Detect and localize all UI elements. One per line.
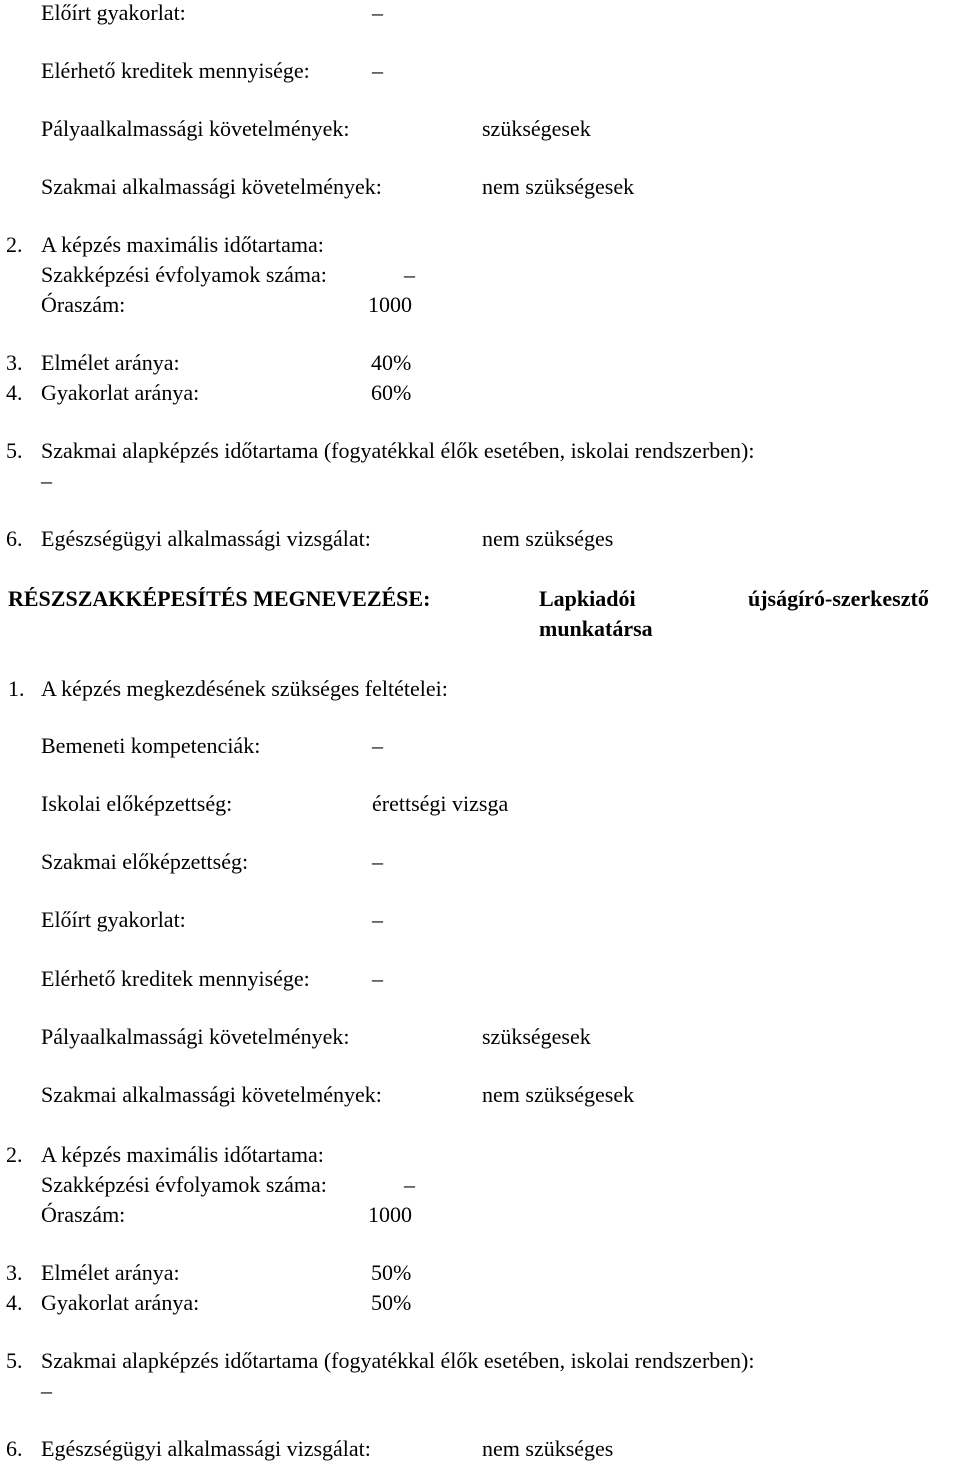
input-competencies-value: –: [372, 733, 383, 758]
career-requirements-label: Pályaalkalmassági követelmények:: [41, 116, 350, 141]
item-5-number-b: 5.: [6, 1348, 23, 1373]
practice-label: Előírt gyakorlat:: [41, 0, 186, 25]
practice-ratio-label: Gyakorlat aránya:: [41, 380, 200, 405]
qualification-name-word-2: újságíró-szerkesztő: [748, 586, 929, 611]
theory-ratio-label-b: Elmélet aránya:: [41, 1260, 180, 1285]
health-exam-value: nem szükséges: [482, 526, 614, 551]
training-years-value: –: [404, 262, 415, 287]
item-3-number-b: 3.: [6, 1260, 23, 1285]
practice-label-b: Előírt gyakorlat:: [41, 907, 186, 932]
basic-training-value: –: [41, 468, 52, 493]
qualification-name-word-1: Lapkiadói: [539, 586, 636, 611]
prerequisites-label: A képzés megkezdésének szükséges feltételei:: [41, 676, 448, 701]
school-qualification-label: Iskolai előképzettség:: [41, 791, 233, 816]
credits-label-b: Elérhető kreditek mennyisége:: [41, 966, 310, 991]
basic-training-label: Szakmai alapképzés időtartama (fogyatékkal élők esetében, iskolai rendszerben):: [41, 438, 755, 463]
item-1-number: 1.: [8, 676, 25, 701]
item-2-number-b: 2.: [6, 1142, 23, 1167]
credits-value-b: –: [372, 966, 383, 991]
basic-training-label-b: Szakmai alapképzés időtartama (fogyatékkal élők esetében, iskolai rendszerben):: [41, 1348, 755, 1373]
input-competencies-label: Bemeneti kompetenciák:: [41, 733, 261, 758]
professional-prior-label: Szakmai előképzettség:: [41, 849, 249, 874]
practice-ratio-value-b: 50%: [371, 1290, 412, 1315]
item-3-number: 3.: [6, 350, 23, 375]
hours-value-b: 1000: [368, 1202, 412, 1227]
item-6-number-b: 6.: [6, 1436, 23, 1461]
practice-ratio-label-b: Gyakorlat aránya:: [41, 1290, 200, 1315]
item-2-number: 2.: [6, 232, 23, 257]
practice-ratio-value: 60%: [371, 380, 412, 405]
training-years-label-b: Szakképzési évfolyamok száma:: [41, 1172, 327, 1197]
credits-value: –: [372, 58, 383, 83]
professional-requirements-label: Szakmai alkalmassági követelmények:: [41, 174, 382, 199]
professional-prior-value: –: [372, 849, 383, 874]
practice-value: –: [372, 0, 383, 25]
item-5-number: 5.: [6, 438, 23, 463]
professional-requirements-value-b: nem szükségesek: [482, 1082, 635, 1107]
theory-ratio-label: Elmélet aránya:: [41, 350, 180, 375]
max-duration-label-b: A képzés maximális időtartama:: [41, 1142, 324, 1167]
health-exam-label: Egészségügyi alkalmassági vizsgálat:: [41, 526, 371, 551]
item-6-number: 6.: [6, 526, 23, 551]
hours-value: 1000: [368, 292, 412, 317]
item-4-number-b: 4.: [6, 1290, 23, 1315]
practice-value-b: –: [372, 907, 383, 932]
health-exam-label-b: Egészségügyi alkalmassági vizsgálat:: [41, 1436, 371, 1461]
hours-label-b: Óraszám:: [41, 1202, 126, 1227]
health-exam-value-b: nem szükséges: [482, 1436, 614, 1461]
item-4-number: 4.: [6, 380, 23, 405]
professional-requirements-value: nem szükségesek: [482, 174, 635, 199]
qualification-name-line-2: munkatársa: [539, 616, 653, 641]
hours-label: Óraszám:: [41, 292, 126, 317]
credits-label: Elérhető kreditek mennyisége:: [41, 58, 310, 83]
theory-ratio-value-b: 50%: [371, 1260, 412, 1285]
basic-training-value-b: –: [41, 1378, 52, 1403]
max-duration-label: A képzés maximális időtartama:: [41, 232, 324, 257]
career-requirements-label-b: Pályaalkalmassági követelmények:: [41, 1024, 350, 1049]
professional-requirements-label-b: Szakmai alkalmassági követelmények:: [41, 1082, 382, 1107]
career-requirements-value: szükségesek: [482, 116, 591, 141]
training-years-label: Szakképzési évfolyamok száma:: [41, 262, 327, 287]
school-qualification-value: érettségi vizsga: [372, 791, 509, 816]
career-requirements-value-b: szükségesek: [482, 1024, 591, 1049]
training-years-value-b: –: [404, 1172, 415, 1197]
theory-ratio-value: 40%: [371, 350, 412, 375]
qualification-heading-label: RÉSZSZAKKÉPESÍTÉS MEGNEVEZÉSE:: [8, 586, 431, 611]
